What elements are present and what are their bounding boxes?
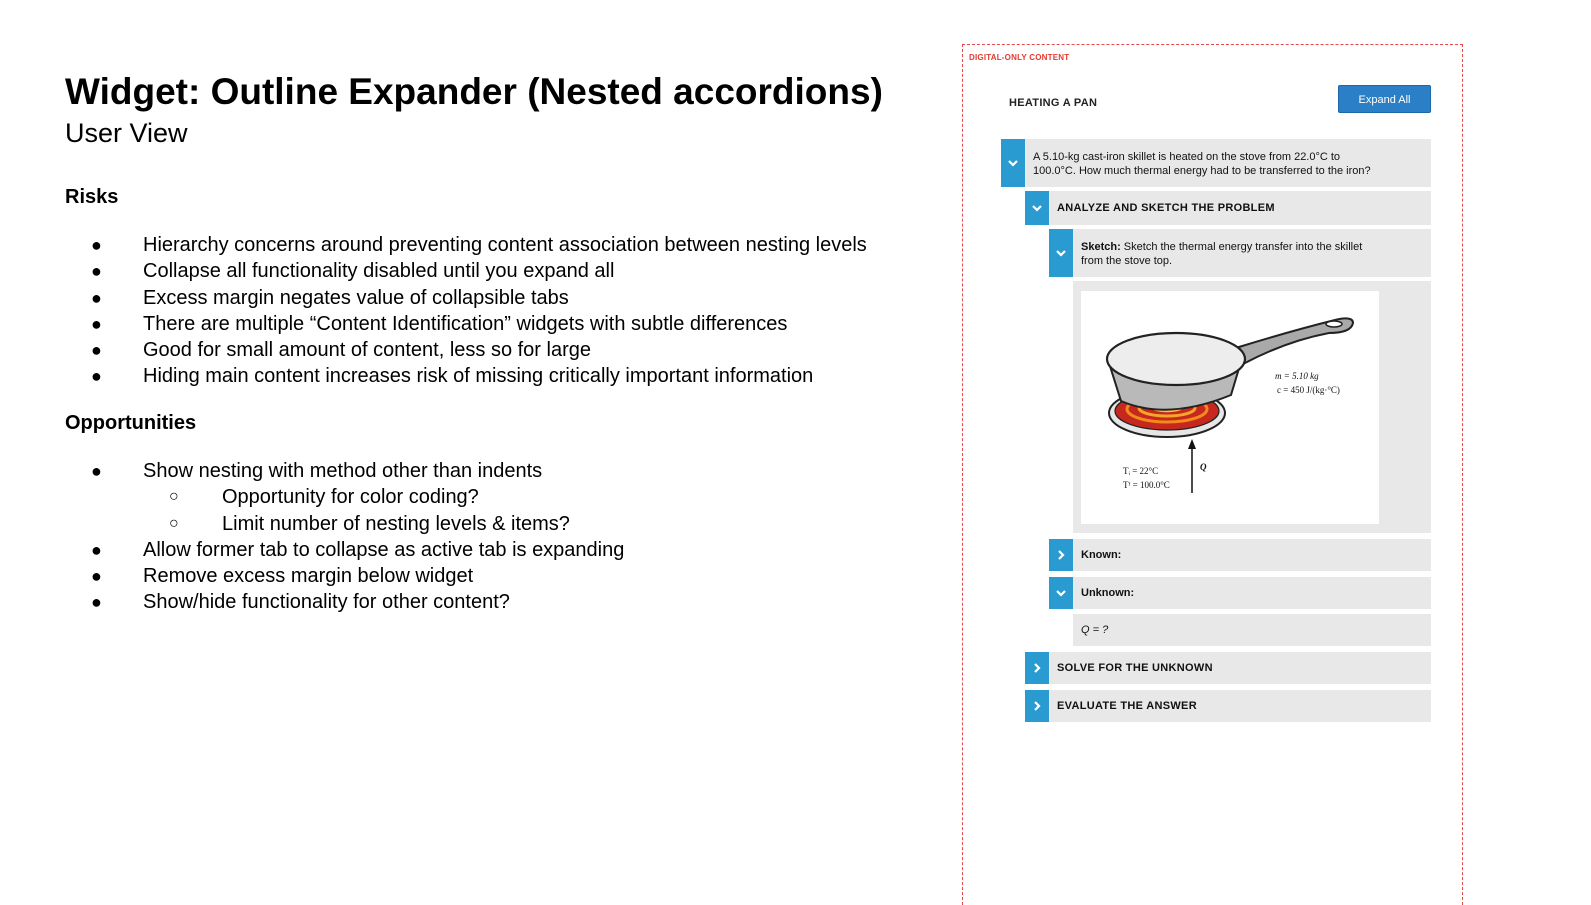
slide-content: [65, 68, 925, 614]
accordion-toggle-sketch[interactable]: [1049, 229, 1073, 277]
accordion-analyze: [1025, 191, 1431, 225]
risks-list: [65, 232, 925, 390]
chevron-down-icon: [1031, 202, 1043, 214]
chevron-down-icon: [1007, 157, 1019, 169]
accordion-toggle-solve[interactable]: [1025, 652, 1049, 684]
accordion-toggle-known[interactable]: [1049, 539, 1073, 571]
specific-heat-label: c = 450 J/(kg·°C): [1277, 385, 1340, 395]
risks-heading: Risks: [65, 186, 119, 208]
list-item: ● Show/hide functionality for other content?: [91, 591, 510, 614]
list-item: ● Allow former tab to collapse as active tab is expanding: [91, 538, 625, 561]
chevron-right-icon: [1055, 549, 1067, 561]
solve-label: SOLVE FOR THE UNKNOWN: [1057, 662, 1213, 674]
accordion-evaluate: [1025, 690, 1431, 722]
unknown-value: Q = ?: [1081, 624, 1109, 636]
list-item: ● Good for small amount of content, less so for large: [91, 339, 591, 362]
mass-label: m = 5.10 kg: [1275, 371, 1319, 381]
final-temp-label: Tᶠ = 100.0°C: [1123, 480, 1170, 490]
known-label: Known:: [1081, 549, 1122, 561]
slide-title: [65, 68, 925, 116]
widget-title: HEATING A PAN: [1009, 97, 1098, 109]
accordion-question: [1001, 139, 1431, 187]
list-item: ● Hiding main content increases risk of missing critically important information: [91, 365, 814, 388]
chevron-right-icon: [1031, 700, 1043, 712]
accordion-toggle-analyze[interactable]: [1025, 191, 1049, 225]
list-item: ● There are multiple “Content Identification” widgets with subtle differences: [91, 312, 788, 335]
unknown-content: [1073, 614, 1431, 646]
sketch-text: Sketch: Sketch the thermal energy transfer into the skillet from the stove top.: [1081, 241, 1363, 267]
initial-temp-label: Tᵢ = 22°C: [1123, 466, 1159, 476]
slide-subtitle: User View: [65, 118, 188, 148]
skillet-illustration: [1081, 291, 1379, 524]
list-item: ● Hierarchy concerns around preventing content association between nesting levels: [91, 234, 867, 256]
analyze-label: ANALYZE AND SKETCH THE PROBLEM: [1057, 202, 1275, 214]
list-item: ● Excess margin negates value of collapsible tabs: [91, 286, 569, 309]
list-item: ○ Opportunity for color coding?: [169, 486, 479, 509]
list-item: ○ Limit number of nesting levels & items?: [169, 512, 570, 535]
unknown-label: Unknown:: [1081, 587, 1135, 599]
chevron-down-icon: [1055, 247, 1067, 259]
accordion-toggle-evaluate[interactable]: [1025, 690, 1049, 722]
opportunities-heading: Opportunities: [65, 412, 197, 434]
q-label: Q: [1200, 462, 1207, 472]
accordion-toggle-unknown[interactable]: [1049, 577, 1073, 609]
list-item: ● Show nesting with method other than indents: [91, 460, 543, 482]
slide-title-normal: (Nested accordions): [516, 71, 883, 112]
evaluate-label: EVALUATE THE ANSWER: [1057, 700, 1197, 712]
accordion-sketch: [1049, 229, 1431, 277]
list-item: ● Remove excess margin below widget: [91, 565, 474, 588]
expand-all-button[interactable]: Expand All: [1338, 85, 1431, 113]
question-text: A 5.10-kg cast-iron skillet is heated on the stove from 22.0°C to 100.0°C. How much thermal energy had to be transferred to the iron?: [1033, 151, 1371, 177]
list-item: ● Collapse all functionality disabled until you expand all: [91, 260, 615, 283]
digital-only-label: DIGITAL-ONLY CONTENT: [969, 53, 1070, 62]
chevron-right-icon: [1031, 662, 1043, 674]
chevron-down-icon: [1055, 587, 1067, 599]
opportunities-list: [65, 458, 925, 616]
widget-panel: [962, 44, 1463, 905]
accordion-known: [1049, 539, 1431, 571]
accordion-solve: [1025, 652, 1431, 684]
accordion-toggle-question[interactable]: [1001, 139, 1025, 187]
accordion-unknown: [1049, 577, 1431, 609]
slide-title-bold: Widget: Outline Expander: [65, 71, 517, 112]
